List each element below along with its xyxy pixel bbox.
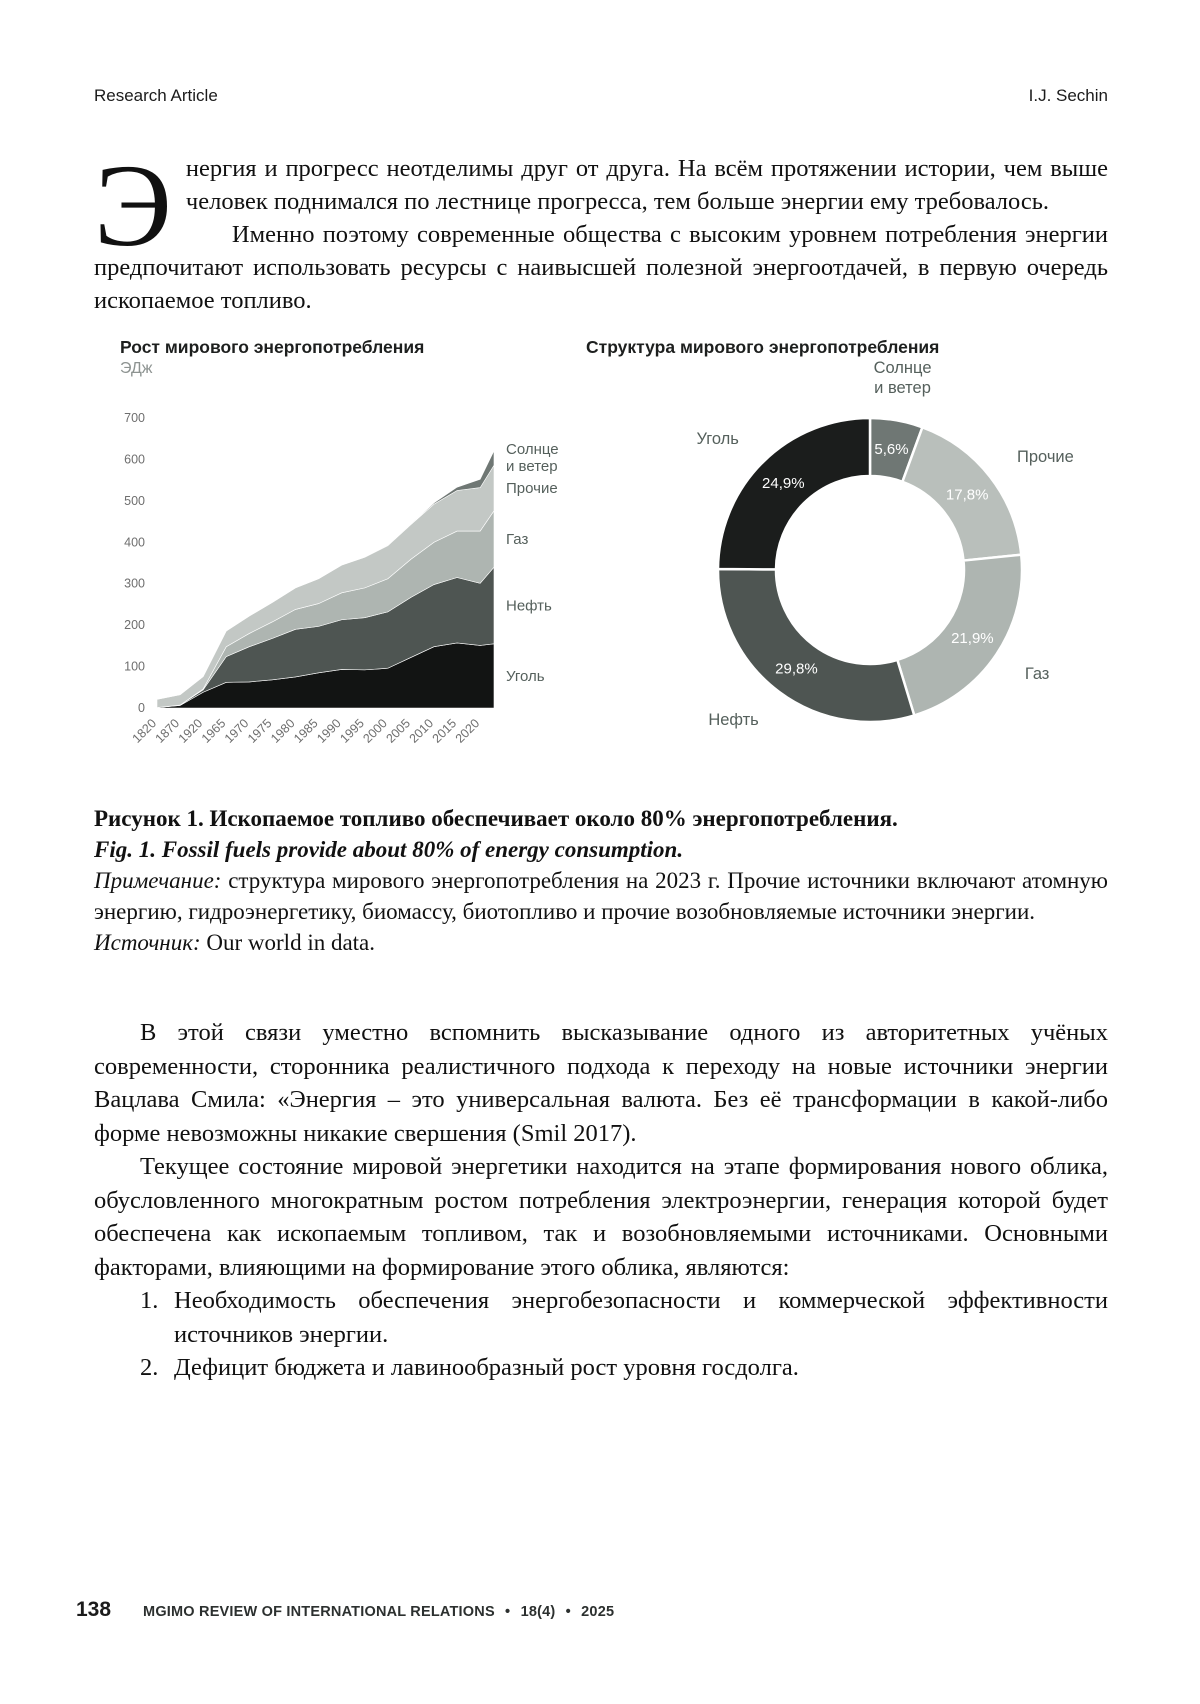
article-type-label: Research Article [94,86,218,105]
svg-text:500: 500 [124,493,145,508]
svg-text:17,8%: 17,8% [945,486,989,504]
caption-source: Источник: Our world in data. [94,930,376,955]
donut-chart-title: Структура мирового энергопотребления [586,337,940,357]
author-name: I.J. Sechin [1028,86,1108,105]
area-chart-unit: ЭДж [120,360,153,377]
svg-text:5,6%: 5,6% [874,440,909,458]
svg-text:Прочие: Прочие [1016,447,1074,466]
svg-text:1985: 1985 [291,716,321,746]
drop-cap: Э [94,140,172,271]
svg-text:Уголь: Уголь [506,667,545,685]
journal-line: MGIMO REVIEW OF INTERNATIONAL RELATIONS • 18(4) • 2025 [143,1604,615,1620]
body-paragraph-2: Текущее состояние мировой энергетики находится на этапе формирования нового облика, обусловленного многократным ростом потребления электроэнергии, генерация которой будет обеспечена как ископаемым топливом, так и возобновляемыми источниками. Основными факторами, влияющими на формирование этого облика, являются: [94,1153,1108,1281]
svg-text:400: 400 [124,535,145,550]
svg-text:2015: 2015 [429,716,460,746]
svg-text:21,9%: 21,9% [951,630,994,648]
svg-text:0: 0 [138,701,145,715]
svg-text:700: 700 [124,411,145,425]
intro-section [94,140,1108,317]
svg-text:1990: 1990 [314,716,344,746]
svg-text:1970: 1970 [221,716,252,746]
svg-text:2000: 2000 [360,716,390,746]
svg-text:Газ: Газ [1024,665,1050,684]
page-header [94,86,1108,106]
caption-title-en: Fig. 1. Fossil fuels provide about 80% of energy consumption. [94,837,684,862]
svg-text:Солнцеи ветер: Солнце и ветер [873,358,932,397]
svg-text:100: 100 [124,659,145,674]
list-item: 2. Дефицит бюджета и лавинообразный рост уровня госдолга. [140,1354,799,1381]
numbered-list [94,1284,1108,1385]
figure-1 [94,337,1108,769]
svg-text:600: 600 [124,452,145,467]
svg-text:2020: 2020 [452,716,483,746]
intro-paragraph-1: Энергия и прогресс неотделимы друг от друга. На всём протяжении истории, чем выше человек поднимался по лестнице прогресса, тем больше энергии ему требовалось. [94,140,1108,271]
svg-text:1980: 1980 [268,716,298,746]
svg-text:2010: 2010 [406,716,437,746]
svg-text:1920: 1920 [175,716,206,746]
svg-text:Газ: Газ [506,530,529,548]
page-footer [76,1598,1108,1622]
svg-text:300: 300 [124,576,145,591]
body-paragraph-1: В этой связи уместно вспомнить высказывание одного из авторитетных учёных современности, сторонника реалистичного подхода к переходу на новые источники энергии Вацлава Смила: «Энергия – это универсальная валюта. Без её трансформации в какой-либо форме невозможны никакие свершения (Smil 2017). [94,1019,1108,1147]
body-section [94,1016,1108,1385]
svg-text:1995: 1995 [337,716,367,746]
energy-growth-stacked-area-chart [102,378,622,770]
page-number: 138 [76,1598,112,1621]
intro-paragraph-2: Именно поэтому современные общества с высоким уровнем потребления энергии предпочитают использовать ресурсы с наивысшей полезной энергоотдачей, в первую очередь ископаемое топливо. [94,221,1108,314]
energy-growth-chart-block [102,337,622,775]
svg-text:Прочие: Прочие [506,480,558,498]
svg-text:24,9%: 24,9% [762,474,805,492]
svg-text:Уголь: Уголь [696,430,739,449]
caption-note: Примечание: структура мирового энергопотребления на 2023 г. Прочие источники включают атомную энергию, гидроэнергетику, биомассу, биотопливо и прочие возобновляемые источники энергии. [94,868,1108,924]
list-item: 1. Необходимость обеспечения энергобезопасности и коммерческой эффективности источников энергии. [140,1287,1108,1348]
energy-structure-donut-chart [564,358,1200,753]
svg-text:Солнцеи ветер: Солнце и ветер [506,440,559,475]
area-chart-title: Рост мирового энергопотребления [120,337,425,357]
svg-text:1870: 1870 [152,716,183,746]
source-label: Источник: [94,930,201,955]
svg-text:1820: 1820 [129,716,160,746]
svg-text:2005: 2005 [383,716,414,746]
svg-text:29,8%: 29,8% [775,660,818,678]
svg-text:Нефть: Нефть [708,711,759,730]
svg-text:1965: 1965 [198,716,229,746]
svg-text:Нефть: Нефть [506,597,552,615]
energy-structure-chart-block [564,337,1200,758]
caption-title-ru: Рисунок 1. Ископаемое топливо обеспечивает около 80% энергопотребления. [94,806,898,831]
svg-text:200: 200 [124,618,145,633]
svg-text:1975: 1975 [244,716,275,746]
figure-caption [94,803,1108,958]
note-label: Примечание: [94,868,222,893]
